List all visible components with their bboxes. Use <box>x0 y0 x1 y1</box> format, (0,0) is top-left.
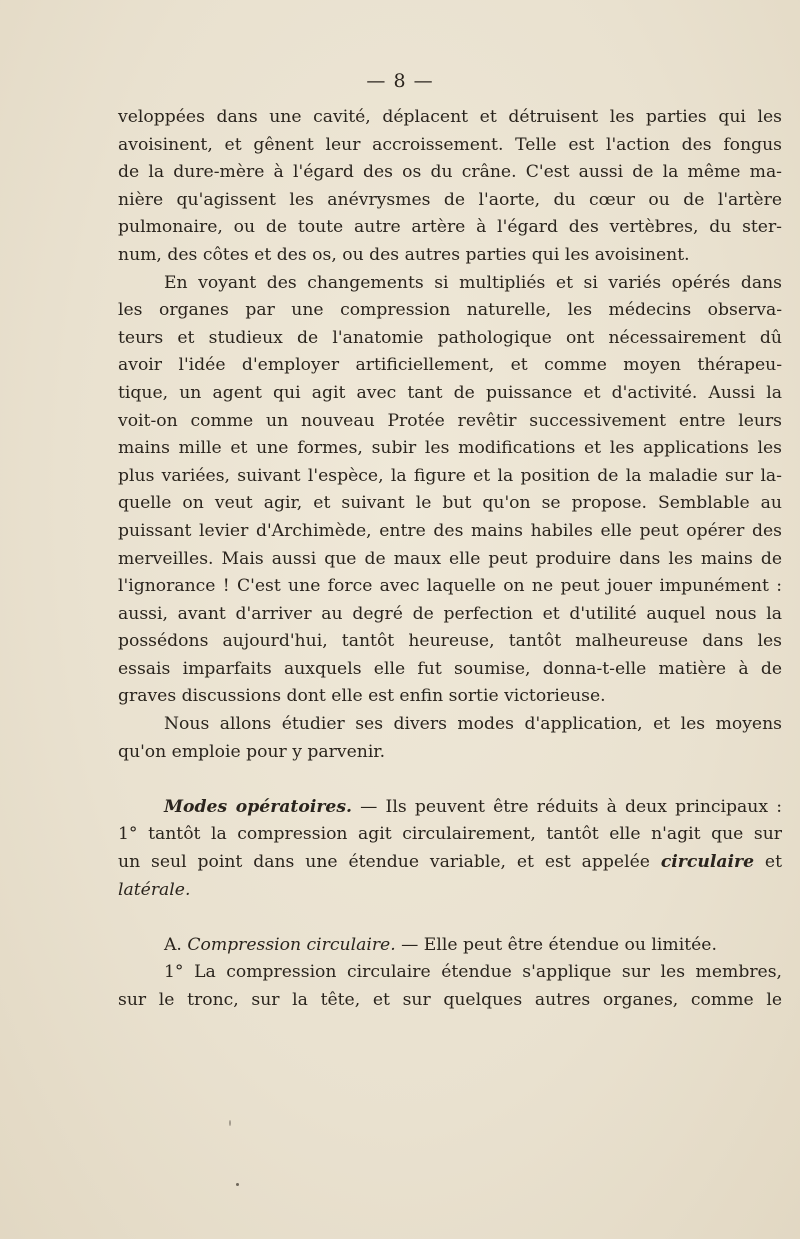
text-line: l'ignorance ! C'est une force avec laquelle on ne peut jouer impunément : <box>118 576 782 597</box>
ink-speck <box>229 1120 231 1126</box>
subsection-heading-line <box>118 932 782 960</box>
text-line: num, des côtes et des os, ou des autres parties qui les avoisinent. <box>118 244 690 265</box>
ink-speck <box>236 1183 239 1186</box>
section-heading-line <box>118 794 782 822</box>
text-line: nière qu'agissent les anévrysmes de l'aorte, du cœur ou de l'artère <box>118 189 782 210</box>
text-line: 1° tantôt la compression agit circulairement, tantôt elle n'agit que sur <box>118 824 782 845</box>
text-line: sur le tronc, sur la tête, et sur quelques autres organes, comme le <box>118 990 782 1010</box>
text-line: possédons aujourd'hui, tantôt heureuse, tantôt malheureuse dans les <box>118 631 782 652</box>
text-fragment: et <box>754 852 782 873</box>
text-line: quelle on veut agir, et suivant le but qu'on se propose. Semblable au <box>118 493 782 514</box>
text-line: avoisinent, et gênent leur accroissement. Telle est l'action des fongus <box>118 134 782 155</box>
text-line: les organes par une compression naturelle, les médecins observa- <box>118 300 782 321</box>
text-line: Nous allons étudier ses divers modes d'application, et les moyens <box>164 714 782 735</box>
paragraph-gap <box>118 766 782 794</box>
text-fragment: un seul point dans une étendue variable, et est appelée <box>118 852 661 873</box>
text-line: mains mille et une formes, subir les modifications et les applications les <box>118 438 782 459</box>
term-lateral: latérale. <box>118 879 191 900</box>
text-line: essais imparfaits auxquels elle fut soumise, donna-t-elle matière à de <box>118 658 782 679</box>
paragraph-gap <box>118 904 782 932</box>
text-line: aussi, avant d'arriver au degré de perfection et d'utilité auquel nous la <box>118 603 782 624</box>
text-line: de la dure-mère à l'égard des os du crâne. C'est aussi de la même ma- <box>118 162 782 183</box>
text-line: graves discussions dont elle est enfin sortie victorieuse. <box>118 686 606 707</box>
text-fragment: — Ils peuvent être réduits à deux principaux : <box>352 796 782 817</box>
text-line: tique, un agent qui agit avec tant de puissance et d'activité. Aussi la <box>118 382 782 403</box>
text-fragment: — Elle peut être étendue ou limitée. <box>395 934 717 955</box>
body-text <box>118 104 782 1015</box>
text-line: plus variées, suivant l'espèce, la figure et la position de la maladie sur la- <box>118 465 782 486</box>
text-line: teurs et studieux de l'anatomie pathologique ont nécessairement dû <box>118 327 782 348</box>
text-line: qu'on emploie pour y parvenir. <box>118 741 386 762</box>
text-line: pulmonaire, ou de toute autre artère à l'égard des vertèbres, du ster- <box>118 217 782 238</box>
text-line: veloppées dans une cavité, déplacent et détruisent les parties qui les <box>118 107 782 127</box>
subsection-heading: Compression circulaire. <box>187 934 396 955</box>
text-line: merveilles. Mais aussi que de maux elle peut produire dans les mains de <box>118 548 782 569</box>
text-line: voit-on comme un nouveau Protée revêtir successivement entre leurs <box>118 410 782 431</box>
page-number: — 8 — <box>366 70 434 92</box>
subsection-letter: A. <box>164 934 188 955</box>
text-line <box>118 849 782 877</box>
text-line: En voyant des changements si multipliés et si variés opérés dans <box>164 272 782 293</box>
text-line: puissant levier d'Archimède, entre des mains habiles elle peut opérer des <box>118 520 782 541</box>
text-line: avoir l'idée d'employer artificiellement, et comme moyen thérapeu- <box>118 355 782 376</box>
term-circular: circulaire <box>660 852 755 873</box>
text-line: 1° La compression circulaire étendue s'applique sur les membres, <box>164 962 782 983</box>
section-heading: Modes opératoires. <box>164 796 353 817</box>
